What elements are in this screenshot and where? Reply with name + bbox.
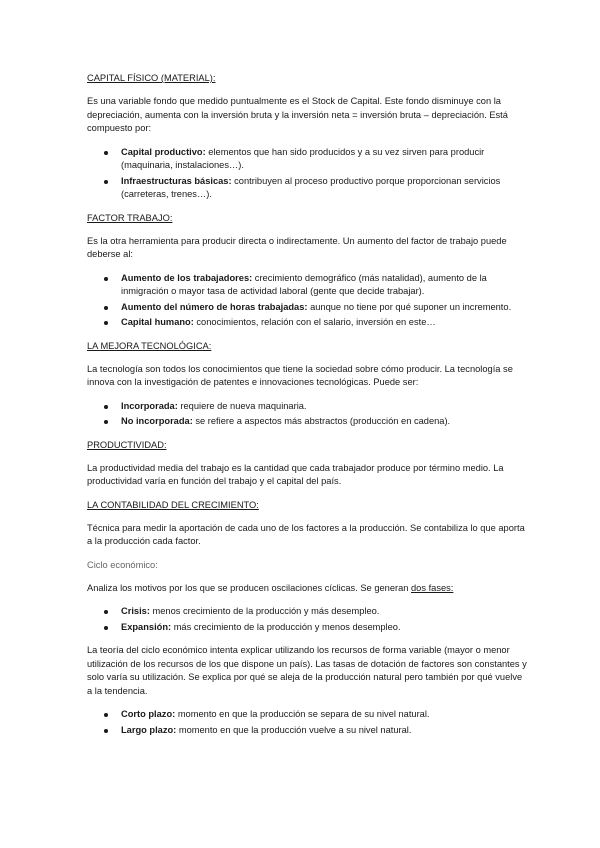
list-item xyxy=(121,272,528,299)
list-item-term: Expansión: xyxy=(121,621,172,632)
ciclo-intro-underlined: dos fases: xyxy=(411,582,454,593)
section-mejora-tecnologica xyxy=(87,340,528,429)
list-item xyxy=(121,724,528,738)
list-item-text: aunque no tiene por qué suponer un incremento. xyxy=(307,301,512,312)
section-heading: PRODUCTIVIDAD: xyxy=(87,439,167,450)
bullet-list xyxy=(87,146,528,202)
list-item-text: crecimiento demográfico (más natalidad), aumento de la inmigración o mayor tasa de actividad laboral (gente que decide trabajar). xyxy=(121,272,487,296)
list-item-term: Largo plazo: xyxy=(121,724,177,735)
list-item-term: Corto plazo: xyxy=(121,709,176,719)
list-item-term: Aumento del número de horas trabajadas: xyxy=(121,301,308,312)
list-item xyxy=(121,316,528,330)
list-item-text: más crecimiento de la producción y menos desempleo. xyxy=(171,621,401,632)
list-item xyxy=(121,146,528,173)
section-ciclo-economico xyxy=(87,559,528,738)
bullet-icon xyxy=(104,306,108,310)
list-item-text: momento en que la producción se separa de su nivel natural. xyxy=(175,709,430,719)
ciclo-intro xyxy=(87,582,528,596)
bullet-list xyxy=(87,272,528,330)
bullet-icon xyxy=(104,277,108,281)
section-heading: LA CONTABILIDAD DEL CRECIMIENTO: xyxy=(87,499,259,510)
section-capital-fisico xyxy=(87,72,528,202)
list-item-term: Infraestructuras básicas: xyxy=(121,175,232,186)
bullet-icon xyxy=(104,610,108,614)
list-item-term: Aumento de los trabajadores: xyxy=(121,272,253,283)
bullet-icon xyxy=(104,626,108,630)
fases-list xyxy=(87,605,528,634)
list-item-term: Crisis: xyxy=(121,606,150,616)
list-item-term: No incorporada: xyxy=(121,416,193,426)
ciclo-intro-text: Analiza los motivos por los que se producen oscilaciones cíclicas. Se generan xyxy=(87,582,412,593)
section-paragraph: Es la otra herramienta para producir directa o indirectamente. Un aumento del factor de trabajo puede deberse al: xyxy=(87,235,507,259)
plazos-list xyxy=(87,708,528,737)
ciclo-teoria: La teoría del ciclo económico intenta explicar utilizando los recursos de forma variable (mayor o menor utilización de los recursos de los que dispone un país). Las tasas de dotación de factores son constantes y solo varía su utilización. Se explica por qué se aleja de la producción natural pero también por qué vuelve a la tendencia. xyxy=(87,645,527,696)
bullet-icon xyxy=(104,321,108,325)
list-item-text: conocimientos, relación con el salario, inversión en este… xyxy=(193,317,436,327)
list-item xyxy=(121,708,528,722)
bullet-icon xyxy=(104,729,108,733)
section-heading: LA MEJORA TECNOLÓGICA: xyxy=(87,340,212,351)
list-item-text: requiere de nueva maquinaria. xyxy=(177,400,307,411)
section-paragraph: La tecnología son todos los conocimientos que tiene la sociedad sobre cómo producir. La tecnología se innova con la investigación de patentes e innovaciones tecnológicas. Puede ser: xyxy=(87,363,513,387)
section-paragraph: Es una variable fondo que medido puntualmente es el Stock de Capital. Este fondo disminuye con la depreciación, aumenta con la inversión bruta y la inversión neta = inversión bruta – depreciación. Está compuesto por: xyxy=(87,96,508,133)
ciclo-subheading: Ciclo económico: xyxy=(87,559,158,570)
bullet-icon xyxy=(104,405,108,409)
list-item xyxy=(121,415,528,429)
list-item-term: Capital productivo: xyxy=(121,146,206,157)
list-item-text: menos crecimiento de la producción y más desempleo. xyxy=(149,606,380,616)
section-factor-trabajo xyxy=(87,212,528,330)
list-item xyxy=(121,621,528,635)
section-heading: FACTOR TRABAJO: xyxy=(87,212,173,223)
list-item-text: contribuyen al proceso productivo porque proporcionan servicios (carreteras, trenes…). xyxy=(121,175,501,199)
list-item xyxy=(121,175,528,202)
list-item-text: se refiere a aspectos más abstractos (producción en cadena). xyxy=(192,416,451,426)
section-contabilidad-crecimiento xyxy=(87,499,528,549)
bullet-icon xyxy=(104,713,108,717)
list-item-text: elementos que han sido producidos y a su vez sirven para producir (maquinaria, instalaciones…). xyxy=(121,146,485,170)
list-item xyxy=(121,400,528,414)
list-item-term: Capital humano: xyxy=(121,317,194,327)
bullet-icon xyxy=(104,420,108,424)
section-heading: CAPITAL FÍSICO (MATERIAL): xyxy=(87,73,216,83)
bullet-icon xyxy=(104,151,108,155)
section-paragraph: La productividad media del trabajo es la cantidad que cada trabajador produce por término medio. La productividad varía en función del trabajo y el capital del país. xyxy=(87,462,504,486)
list-item xyxy=(121,301,528,315)
list-item xyxy=(121,605,528,619)
bullet-icon xyxy=(104,180,108,184)
section-productividad xyxy=(87,439,528,489)
list-item-term: Incorporada: xyxy=(121,400,178,411)
section-paragraph: Técnica para medir la aportación de cada uno de los factores a la producción. Se contabiliza lo que aporta a la producción cada factor. xyxy=(87,522,525,546)
bullet-list xyxy=(87,400,528,429)
list-item-text: momento en que la producción vuelve a su nivel natural. xyxy=(176,724,412,735)
